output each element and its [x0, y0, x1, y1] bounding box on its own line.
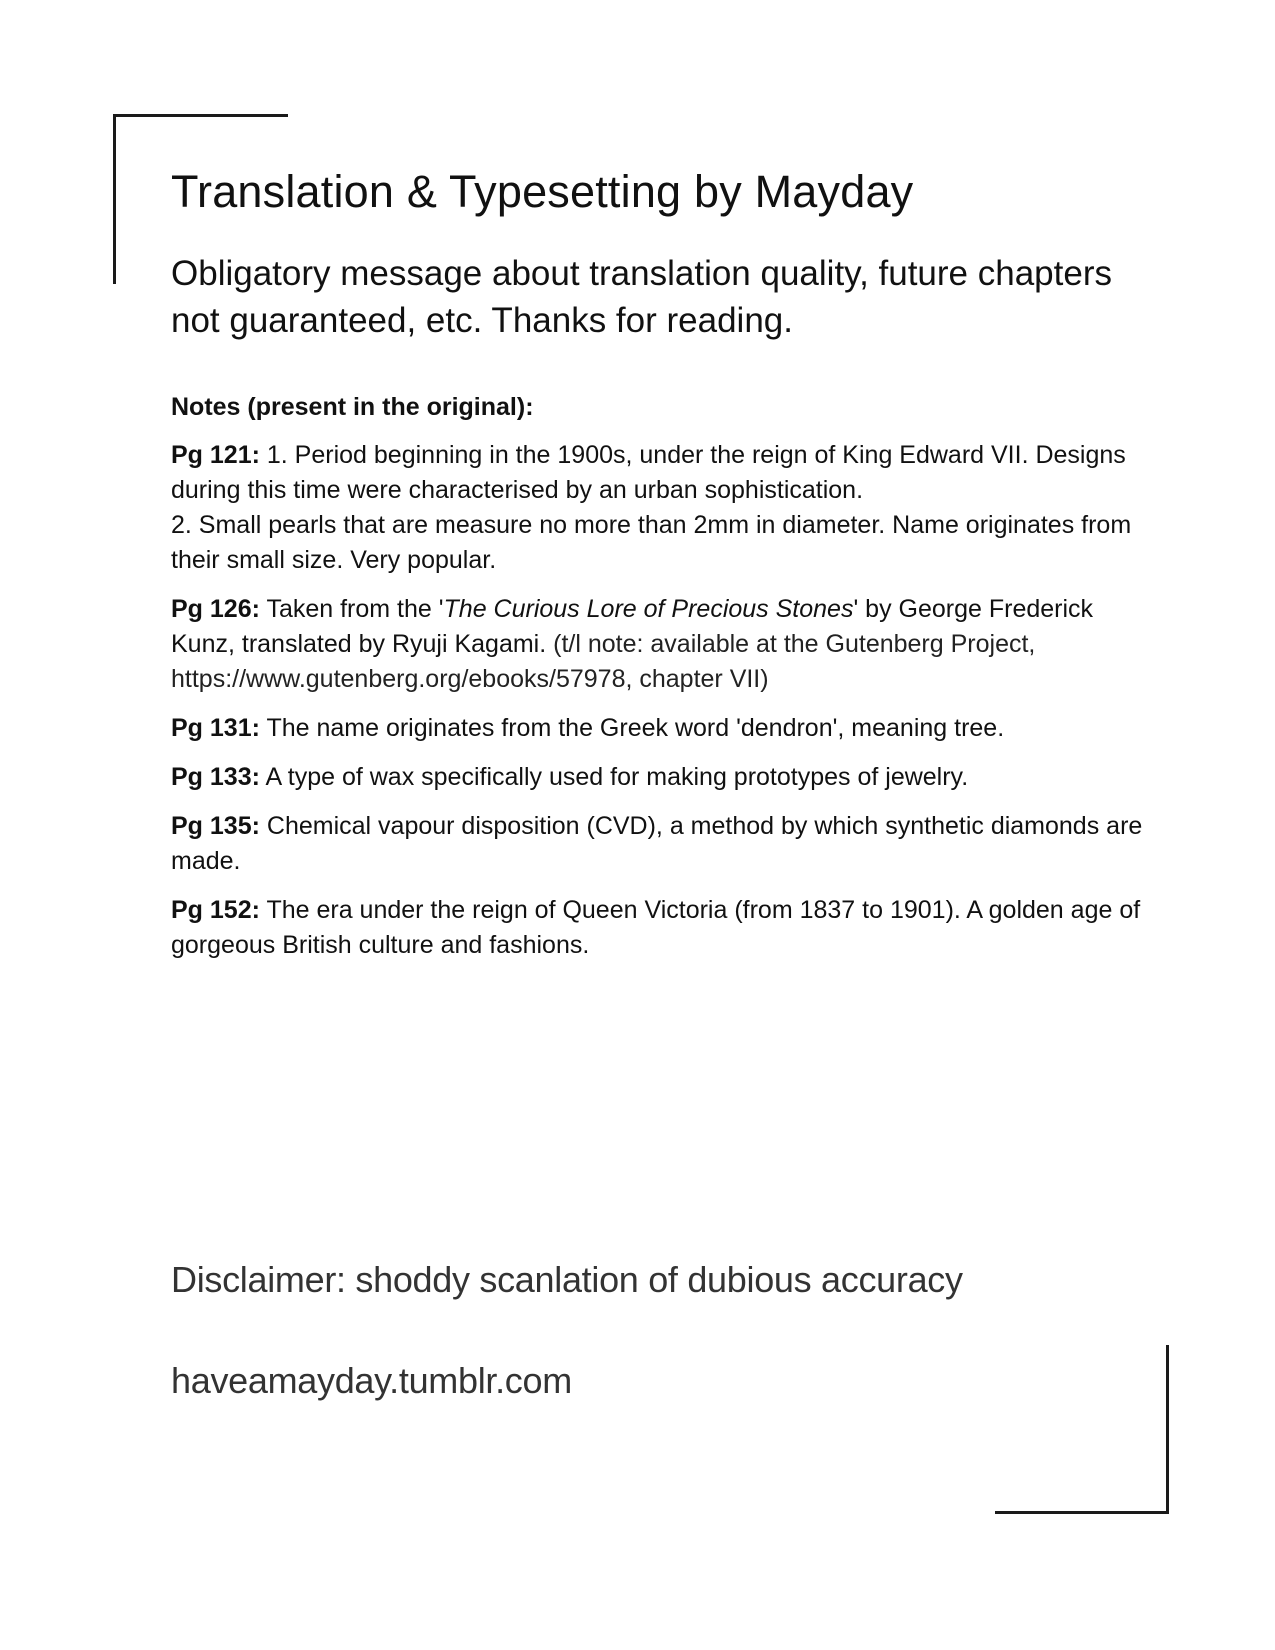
- translator-note: (t/l note: available at the Gutenberg Project, https://www.gutenberg.org/ebooks/57978, chapter VII): [171, 630, 1036, 693]
- note-text: ' by George Frederick Kunz, translated by Ryuji Kagami.: [171, 595, 1094, 658]
- page-title: Translation & Typesetting by Mayday: [171, 166, 914, 217]
- note-pg135: [171, 809, 1151, 879]
- note-pg126: [171, 592, 1151, 697]
- note-text: Chemical vapour disposition (CVD), a method by which synthetic diamonds are made.: [171, 812, 1143, 875]
- website-url: haveamayday.tumblr.com: [171, 1360, 572, 1401]
- note-pg121: [171, 438, 1151, 578]
- corner-bracket-top-left-vertical: [113, 114, 116, 284]
- note-page-label: Pg 126:: [171, 595, 260, 623]
- note-pg133: [171, 760, 1151, 795]
- corner-bracket-bottom-right-vertical: [1166, 1345, 1169, 1514]
- note-pg152: [171, 893, 1151, 963]
- book-title: The Curious Lore of Precious Stones: [443, 595, 854, 623]
- note-text: The era under the reign of Queen Victoria (from 1837 to 1901). A golden age of gorgeous British culture and fashions.: [171, 896, 1141, 959]
- note-page-label: Pg 131:: [171, 714, 260, 742]
- note-page-label: Pg 121:: [171, 441, 260, 469]
- obligatory-message: Obligatory message about translation quality, future chapters not guaranteed, etc. Thanks for reading.: [171, 254, 1112, 340]
- note-text: 1. Period beginning in the 1900s, under the reign of King Edward VII. Designs during this time were characterised by an urban sophistication.: [171, 441, 1126, 504]
- corner-bracket-top-left-horizontal: [113, 114, 288, 117]
- note-page-label: Pg 135:: [171, 812, 260, 840]
- note-text: A type of wax specifically used for making prototypes of jewelry.: [265, 763, 969, 791]
- corner-bracket-bottom-right-horizontal: [995, 1511, 1169, 1514]
- notes-heading: Notes (present in the original):: [171, 393, 534, 421]
- note-text: Taken from the ': [266, 595, 444, 623]
- note-pg131: [171, 711, 1151, 746]
- credits-content: [171, 162, 1161, 963]
- note-page-label: Pg 133:: [171, 763, 260, 791]
- disclaimer-text: Disclaimer: shoddy scanlation of dubious accuracy: [171, 1259, 963, 1300]
- note-page-label: Pg 152:: [171, 896, 260, 924]
- note-text: 2. Small pearls that are measure no more than 2mm in diameter. Name originates from their small size. Very popular.: [171, 511, 1132, 574]
- note-text: The name originates from the Greek word 'dendron', meaning tree.: [266, 714, 1005, 742]
